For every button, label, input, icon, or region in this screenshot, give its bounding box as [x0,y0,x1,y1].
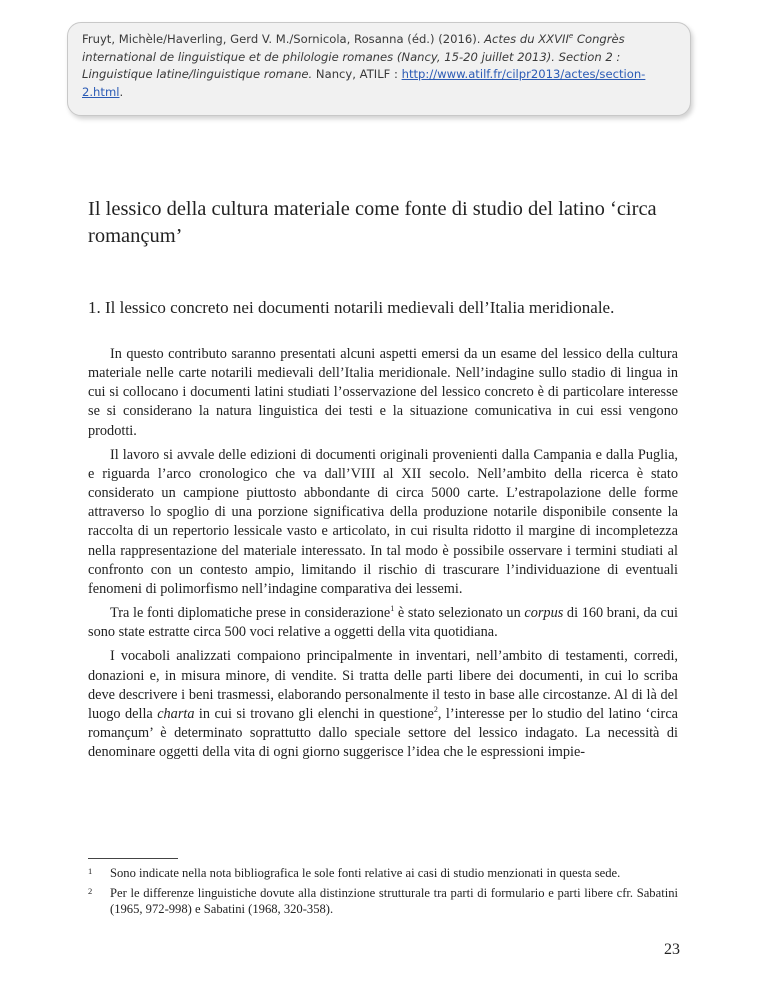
footnote-divider [88,858,178,859]
footnote-number: 2 [88,886,93,897]
paragraph-4: I vocaboli analizzati compaiono principalmente in inventari, nell’ambito di testamenti, corredi, donazioni e, in misura minore, di vendite. Si tratta delle parti libere dei documenti, in cui lo scriba deve descrivere i beni trasmessi, elaborando personalmente il testo in base alle circostanze. Al di là del luogo della charta in cui si trovano gli elenchi in questione$^2$, l’interesse per lo studio del latino ‘circa romançum’ è determinato soprattutto dallo speciale settore del lessico indagato. La necessità di denominare oggetti della vita di ogni giorno suggerisce l’idea che le espressioni impie- [88,648,679,761]
paragraph-2: Il lavoro si avvale delle edizioni di documenti originali provenienti dalla Campania e dalla Puglia, e riguarda l’arco cronologico che va dall’VIII al XII secolo. Nell’ambito della ricerca è stato considerato un campione piuttosto abbondante di circa 5000 carte. L’estrapolazione delle forme attraverso lo spoglio di una porzione significativa della produzione notarile disponibile consente la raccolta di un repertorio lessicale vasto e articolato, in cui risulta ridotto il margine di incompletezza nella rappresentazione del materiale interessato. In tal modo è possibile osservare i termini studiati al confronto con un contesto ampio, limitando il rischio di trascurare l’individuazione di eventuali fenomeni di polimorfismo nell’indagine comparativa dei lessemi. [88,446,678,597]
footnotes [88,865,678,922]
citation-title: Actes du XXVIIe Congrès international de linguistique et de philologie romanes (Nancy, 15-20 juillet 2013). Section 2 : Linguistique latine/linguistique romane. [82,32,625,81]
footnote-1 [88,865,678,881]
citation-box: Fruyt, Michèle/Haverling, Gerd V. M./Sornicola, Rosanna (éd.) (2016). Actes du XXVIIe Congrès international de linguistique et de philologie romanes (Nancy, 15-20 juillet 2013). Section 2 : Linguistique latine/linguistique romane. Nancy, ATILF : http://www.atilf.fr/cilpr2013/actes/section-2.html. [67,22,691,116]
body-text [88,345,678,767]
paragraph-3: Tra le fonti diplomatiche prese in considerazione$^1$ è stato selezionato un corpus di 160 brani, da cui sono state estratte circa 500 voci relative a oggetti della vita quotidiana. [88,604,678,641]
article-title: Il lessico della cultura materiale come fonte di studio del latino ‘circa romançum’ [88,198,657,247]
footnote-ref-2[interactable]: 2 [433,705,438,715]
footnote-ref-1[interactable]: 1 [390,604,395,614]
page-number: 23 [664,941,680,958]
section-heading: 1. Il lessico concreto nei documenti notarili medievali dell’Italia meridionale. [88,298,615,317]
citation-url-link[interactable]: http://www.atilf.fr/cilpr2013/actes/section-2.html [82,67,646,99]
citation-authors: Fruyt, Michèle/Haverling, Gerd V. M./Sornicola, Rosanna (éd.) (2016). [82,32,485,46]
citation-publisher: Nancy, ATILF : [312,67,402,81]
footnote-number: 1 [88,866,93,876]
footnote-text: Sono indicate nella nota bibliografica le sole fonti relative ai casi di studio menzionati in questa sede. [110,866,621,880]
footnote-2 [88,885,678,917]
footnote-text: Per le differenze linguistiche dovute alla distinzione strutturale tra parti di formulario e parti libere cfr. Sabatini (1965, 972-998) e Sabatini (1968, 320-358). [110,886,678,917]
paragraph-1: In questo contributo saranno presentati alcuni aspetti emersi da un esame del lessico della cultura materiale nelle carte notarili medievali dell’Italia meridionale. Nell’indagine sullo stadio di lingua in cui si collocano i documenti latini studiati l’osservazione del lessico concreto è di particolare interesse se si considerano la natura linguistica dei testi e la situazione comunicativa in cui essi vengono prodotti. [88,346,678,439]
